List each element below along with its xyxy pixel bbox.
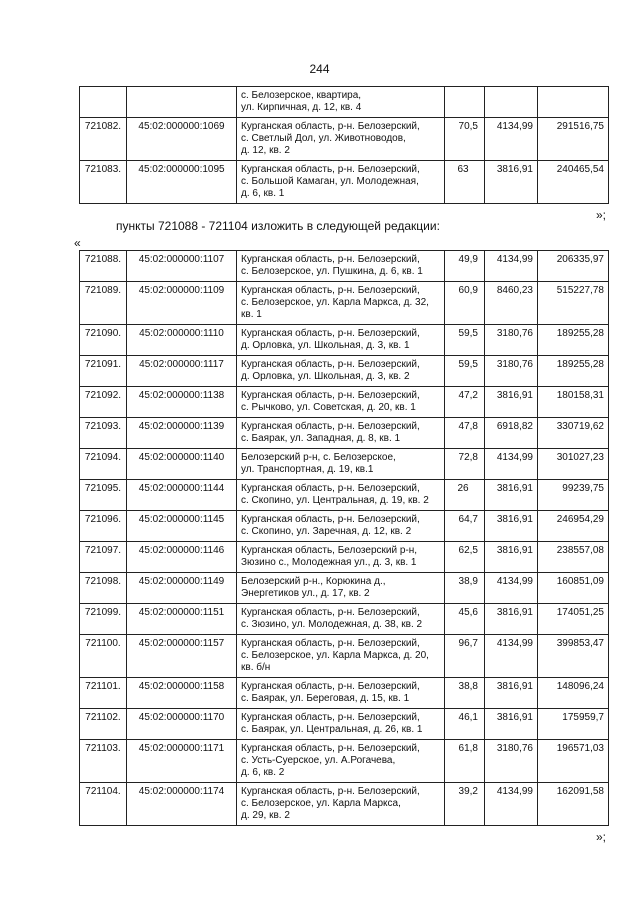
total-value: 291516,75 [538,118,609,161]
cadastral-number: 45:02:000000:1110 [127,325,237,356]
row-number: 721088. [80,251,127,282]
address: Курганская область, р-н. Белозерский, с. Белозерское, ул. Карла Маркса, д. 32, кв. 1 [237,282,445,325]
table-row [80,542,609,573]
unit-price: 3180,76 [485,356,538,387]
row-number: 721090. [80,325,127,356]
unit-price [485,87,538,118]
total-value: 162091,58 [538,783,609,826]
row-number: 721097. [80,542,127,573]
table-row [80,387,609,418]
cadastral-number: 45:02:000000:1149 [127,573,237,604]
address: Белозерский р-н, с. Белозерское, ул. Транспортная, д. 19, кв.1 [237,449,445,480]
total-value: 148096,24 [538,678,609,709]
area-value: 26 [445,480,485,511]
table-2-body [80,251,609,826]
total-value: 206335,97 [538,251,609,282]
row-number [80,87,127,118]
address: Курганская область, р-н. Белозерский, с. Рычково, ул. Советская, д. 20, кв. 1 [237,387,445,418]
row-number: 721093. [80,418,127,449]
address: Курганская область, р-н. Белозерский, с. Баярак, ул. Западная, д. 8, кв. 1 [237,418,445,449]
unit-price: 4134,99 [485,783,538,826]
cadastral-number: 45:02:000000:1145 [127,511,237,542]
area-value: 47,2 [445,387,485,418]
area-value: 72,8 [445,449,485,480]
table-row [80,449,609,480]
total-value: 196571,03 [538,740,609,783]
area-value: 49,9 [445,251,485,282]
amendment-instruction: пункты 721088 - 721104 изложить в следующей редакции: [116,219,440,233]
area-value: 38,9 [445,573,485,604]
total-value: 175959,7 [538,709,609,740]
address: Курганская область, р-н. Белозерский, с. Белозерское, ул. Карла Маркса, д. 29, кв. 2 [237,783,445,826]
row-number: 721098. [80,573,127,604]
table-row [80,709,609,740]
page-number: 244 [309,62,330,76]
row-number: 721101. [80,678,127,709]
total-value [538,87,609,118]
cadastral-number: 45:02:000000:1138 [127,387,237,418]
row-number: 721083. [80,161,127,204]
table-row [80,678,609,709]
area-value: 46,1 [445,709,485,740]
unit-price: 4134,99 [485,118,538,161]
table-row [80,87,609,118]
total-value: 180158,31 [538,387,609,418]
total-value: 515227,78 [538,282,609,325]
area-value: 47,8 [445,418,485,449]
unit-price: 3180,76 [485,740,538,783]
cadastral-number: 45:02:000000:1170 [127,709,237,740]
unit-price: 3816,91 [485,480,538,511]
unit-price: 3816,91 [485,387,538,418]
row-number: 721091. [80,356,127,387]
unit-price: 3180,76 [485,325,538,356]
table-row [80,418,609,449]
address: Курганская область, р-н. Белозерский, с. Баярак, ул. Центральная, д. 26, кв. 1 [237,709,445,740]
area-value: 59,5 [445,356,485,387]
unit-price: 4134,99 [485,573,538,604]
table-1-body [80,87,609,204]
cadastral-number: 45:02:000000:1174 [127,783,237,826]
area-value: 63 [445,161,485,204]
address: Курганская область, р-н. Белозерский, с. Белозерское, ул. Карла Маркса, д. 20, кв. б/н [237,635,445,678]
address: Курганская область, р-н. Белозерский, с. Баярак, ул. Береговая, д. 15, кв. 1 [237,678,445,709]
cadastral-number: 45:02:000000:1139 [127,418,237,449]
row-number: 721095. [80,480,127,511]
unit-price: 8460,23 [485,282,538,325]
address: Курганская область, р-н. Белозерский, с. Усть-Суерское, ул. А.Рогачева, д. 6, кв. 2 [237,740,445,783]
closing-quote-1: »; [595,208,606,222]
unit-price: 3816,91 [485,709,538,740]
row-number: 721092. [80,387,127,418]
total-value: 189255,28 [538,356,609,387]
table-row [80,783,609,826]
table-row [80,573,609,604]
cadastral-number: 45:02:000000:1109 [127,282,237,325]
address: Курганская область, Белозерский р-н, Зюзино с., Молодежная ул., д. 3, кв. 1 [237,542,445,573]
unit-price: 4134,99 [485,251,538,282]
address: Курганская область, р-н. Белозерский, с. Зюзино, ул. Молодежная, д. 38, кв. 2 [237,604,445,635]
property-table-amended [79,250,609,826]
row-number: 721103. [80,740,127,783]
table-row [80,480,609,511]
area-value: 64,7 [445,511,485,542]
address: с. Белозерское, квартира, ул. Кирпичная, д. 12, кв. 4 [237,87,445,118]
area-value: 45,6 [445,604,485,635]
cadastral-number: 45:02:000000:1144 [127,480,237,511]
area-value: 70,5 [445,118,485,161]
cadastral-number: 45:02:000000:1140 [127,449,237,480]
address: Белозерский р-н., Корюкина д., Энергетиков ул., д. 17, кв. 2 [237,573,445,604]
row-number: 721099. [80,604,127,635]
address: Курганская область, р-н. Белозерский, с. Светлый Дол, ул. Животноводов, д. 12, кв. 2 [237,118,445,161]
total-value: 240465,54 [538,161,609,204]
opening-quote: « [74,236,81,250]
total-value: 189255,28 [538,325,609,356]
total-value: 174051,25 [538,604,609,635]
cadastral-number: 45:02:000000:1158 [127,678,237,709]
table-row [80,740,609,783]
unit-price: 3816,91 [485,604,538,635]
address: Курганская область, р-н. Белозерский, с. Скопино, ул. Центральная, д. 19, кв. 2 [237,480,445,511]
total-value: 301027,23 [538,449,609,480]
cadastral-number: 45:02:000000:1095 [127,161,237,204]
table-row [80,635,609,678]
table-row [80,282,609,325]
cadastral-number: 45:02:000000:1069 [127,118,237,161]
closing-quote-2: »; [595,830,606,844]
table-row [80,604,609,635]
total-value: 99239,75 [538,480,609,511]
address: Курганская область, р-н. Белозерский, д. Орловка, ул. Школьная, д. 3, кв. 1 [237,325,445,356]
address: Курганская область, р-н. Белозерский, с. Белозерское, ул. Пушкина, д. 6, кв. 1 [237,251,445,282]
table-row [80,356,609,387]
area-value: 62,5 [445,542,485,573]
cadastral-number: 45:02:000000:1107 [127,251,237,282]
cadastral-number [127,87,237,118]
unit-price: 4134,99 [485,449,538,480]
cadastral-number: 45:02:000000:1117 [127,356,237,387]
table-row [80,118,609,161]
area-value: 59,5 [445,325,485,356]
table-row [80,511,609,542]
total-value: 246954,29 [538,511,609,542]
unit-price: 3816,91 [485,161,538,204]
unit-price: 3816,91 [485,542,538,573]
unit-price: 4134,99 [485,635,538,678]
property-table-continued [79,86,609,204]
table-row [80,161,609,204]
area-value [445,87,485,118]
row-number: 721100. [80,635,127,678]
unit-price: 6918,82 [485,418,538,449]
cadastral-number: 45:02:000000:1157 [127,635,237,678]
cadastral-number: 45:02:000000:1146 [127,542,237,573]
area-value: 39,2 [445,783,485,826]
cadastral-number: 45:02:000000:1171 [127,740,237,783]
total-value: 399853,47 [538,635,609,678]
total-value: 238557,08 [538,542,609,573]
area-value: 38,8 [445,678,485,709]
cadastral-number: 45:02:000000:1151 [127,604,237,635]
address: Курганская область, р-н. Белозерский, с. Большой Камаган, ул. Молодежная, д. 6, кв. 1 [237,161,445,204]
table-row [80,251,609,282]
row-number: 721082. [80,118,127,161]
address: Курганская область, р-н. Белозерский, с. Скопино, ул. Заречная, д. 12, кв. 2 [237,511,445,542]
total-value: 160851,09 [538,573,609,604]
total-value: 330719,62 [538,418,609,449]
address: Курганская область, р-н. Белозерский, д. Орловка, ул. Школьная, д. 3, кв. 2 [237,356,445,387]
row-number: 721104. [80,783,127,826]
table-row [80,325,609,356]
row-number: 721089. [80,282,127,325]
area-value: 96,7 [445,635,485,678]
unit-price: 3816,91 [485,678,538,709]
area-value: 60,9 [445,282,485,325]
area-value: 61,8 [445,740,485,783]
row-number: 721102. [80,709,127,740]
row-number: 721096. [80,511,127,542]
row-number: 721094. [80,449,127,480]
unit-price: 3816,91 [485,511,538,542]
